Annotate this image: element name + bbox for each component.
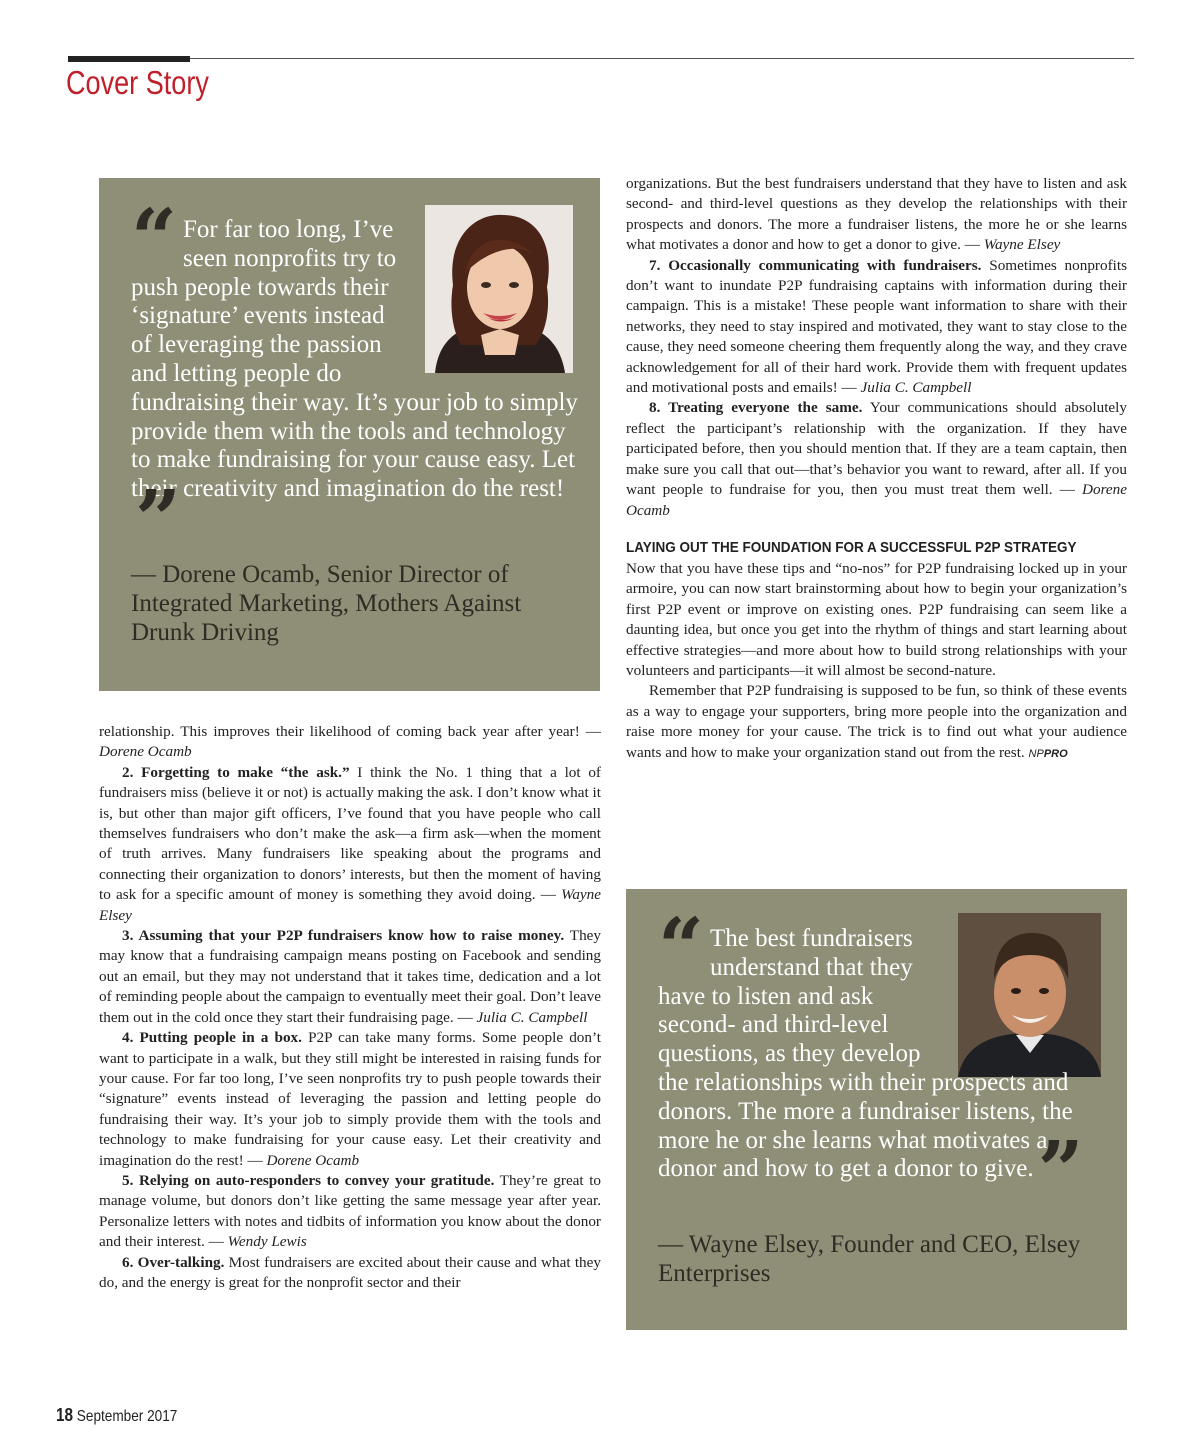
open-quote-icon: “ xyxy=(658,900,705,994)
pullquote-text xyxy=(131,191,581,566)
list-item xyxy=(99,926,601,1028)
paragraph xyxy=(626,681,1127,764)
item-title: 2. Forgetting to make “the ask.” xyxy=(122,763,350,781)
list-item xyxy=(626,398,1127,520)
list-item xyxy=(99,1171,601,1253)
close-quote-icon: ” xyxy=(135,471,182,566)
pullquote-text xyxy=(658,900,1108,1218)
photo-spacer xyxy=(411,216,581,362)
pullquote-attribution: — Dorene Ocamb, Senior Director of Integrated Marketing, Mothers Against Drunk Driving xyxy=(131,561,522,646)
item-title: 5. Relying on auto-responders to convey your gratitude. xyxy=(122,1171,495,1189)
item-text: Your communications should absolutely reflect the participant’s relationship with the organization. If they have participated before, then you should mention that. If they are a team captain, then make sure you call that out—that’s behavior you want to reward, after all. If you want people to fundraise for you, then you must treat them well. — xyxy=(626,399,1127,499)
sig-pro: PRO xyxy=(1043,747,1068,760)
author-credit: Wayne Elsey xyxy=(983,236,1061,254)
item-text: I think the No. 1 thing that a lot of fundraisers miss (believe it or not) is actually making the ask. I don’t know what it is, but other than major gift officers, I’ve found that you have people who call themselves fundraisers who don’t make the ask—a firm ask—when the moment of truth arrives. Many fundraisers like speaking about the programs and connecting their organization to donors’ interests, but then the moment of having to ask for a specific amount of money is something they avoid doing. — xyxy=(99,763,601,904)
paragraph-text: Remember that P2P fundraising is supposed to be fun, so think of these events as a way to engage your supporters, bring more people into the organization and raise more money for your cause. The trick is to find out what your audience wants and how to make your organization stand out from the rest. xyxy=(626,682,1127,761)
item-title: 7. Occasionally communicating with fundraisers. xyxy=(649,256,982,274)
item-text: They’re great to manage volume, but donors don’t like getting the same message year after year. Personalize letters with notes and tidbits of information you know about the donor and their interest. — xyxy=(99,1171,602,1251)
author-credit: Wendy Lewis xyxy=(227,1233,307,1251)
item-title: 3. Assuming that your P2P fundraisers know how to raise money. xyxy=(122,927,565,945)
author-credit: Dorene Ocamb xyxy=(626,481,1127,519)
sig-np: NP xyxy=(1028,747,1044,760)
pullquote-attribution: — Wayne Elsey, Founder and CEO, Elsey Enterprises xyxy=(658,1231,1081,1287)
list-item xyxy=(99,1253,601,1294)
article-column-left xyxy=(99,722,601,1293)
photo-spacer xyxy=(943,925,1108,1067)
author-credit: Dorene Ocamb xyxy=(99,743,192,761)
header-rule-thin xyxy=(190,58,1134,59)
item-text: Sometimes nonprofits don’t want to inundate P2P fundraising captains with information during their campaign. This is a mistake! These people want information to share with their networks, they need to stay inspired and motivated, they want to stay close to the cause, they need someone cheering them frequently along the way, and they crave acknowledgement for all of their hard work. Provide them with frequent updates and motivational posts and emails! — xyxy=(626,256,1127,397)
author-credit: Wayne Elsey xyxy=(99,886,601,924)
author-credit: Julia C. Campbell xyxy=(860,379,972,397)
item-title: 8. Treating everyone the same. xyxy=(649,399,863,417)
author-credit: Dorene Ocamb xyxy=(266,1151,360,1169)
pullquote-ocamb xyxy=(99,178,600,691)
page-footer xyxy=(56,1405,177,1426)
npro-signature-logo xyxy=(1029,748,1068,760)
item-title: 4. Putting people in a box. xyxy=(122,1029,302,1047)
list-item xyxy=(99,1028,601,1171)
paragraph xyxy=(626,174,1127,256)
item-title: 6. Over-talking. xyxy=(122,1253,225,1271)
author-credit: Julia C. Campbell xyxy=(476,1008,588,1026)
issue-date: September 2017 xyxy=(76,1408,178,1425)
open-quote-icon: “ xyxy=(131,191,178,285)
section-title: Cover Story xyxy=(66,64,209,101)
item-text: P2P can take many forms. Some people don’t want to participate in a walk, but they still might be interested in raising funds for your cause. For far too long, I’ve seen nonprofits try to push people towards their “signature” events instead of leveraging the passion and letting people do fundraising their way. It’s your job to simply provide them with the tools and technology to make fundraising for your cause easy. Let their creativity and imagination do the rest! — xyxy=(99,1029,601,1169)
page-number: 18 xyxy=(56,1405,74,1425)
pullquote-body: The best fundraisers understand that they have to listen and ask second- and third-level questions, as they develop the relationships with their prospects and donors. The more a fundraiser listens, the more he or she learns what motivates a donor and how to get a donor to give. xyxy=(658,925,1073,1183)
list-item xyxy=(626,256,1127,399)
paragraph: Now that you have these tips and “no-nos” for P2P fundraising locked up in your armoire, you can now start brainstorming about how to begin your organization’s first P2P event or improve on existing ones. P2P fundraising can seem like a daunting idea, but once you get into the rhythm of things and start learning about effective strategies—and more about how to build strong relationships with your volunteers and participants—it will almost be second-nature. xyxy=(626,559,1127,679)
close-quote-icon: ” xyxy=(1037,1123,1084,1218)
paragraph-text: organizations. But the best fundraisers understand that they have to listen and ask second- and third-level questions as they develop the relationships with their prospects and donors. The more a fundraiser listens, the more he or she learns what motivates a donor and how to get a donor to give. — xyxy=(626,175,1127,254)
paragraph-text: relationship. This improves their likelihood of coming back year after year! — xyxy=(99,723,601,740)
section-subhead: LAYING OUT THE FOUNDATION FOR A SUCCESSFUL P2P STRATEGY xyxy=(626,538,1077,556)
list-item xyxy=(99,763,601,926)
header-rule-thick xyxy=(68,56,190,62)
article-column-right xyxy=(626,174,1127,764)
paragraph xyxy=(99,722,601,763)
pullquote-elsey xyxy=(626,889,1127,1330)
item-text: They may know that a fundraising campaign means posting on Facebook and sending out an email, but they may not understand that it takes time, dedication and a lot of reminding people about the campaign to eventually meet their goal. Don’t leave them out in the cold once they start their fundraising page. — xyxy=(99,927,602,1026)
item-text: Most fundraisers are excited about their cause and what they do, and the energy is great for the nonprofit sector and their xyxy=(99,1253,601,1291)
pullquote-body: For far too long, I’ve seen nonprofits try to push people towards their ‘signature’ events instead of leveraging the passion and letting people do fundraising their way. It’s your job to simply provide them with the tools and technology to make fundraising for your cause easy. Let their creativity and imagination do the rest! xyxy=(131,216,578,503)
